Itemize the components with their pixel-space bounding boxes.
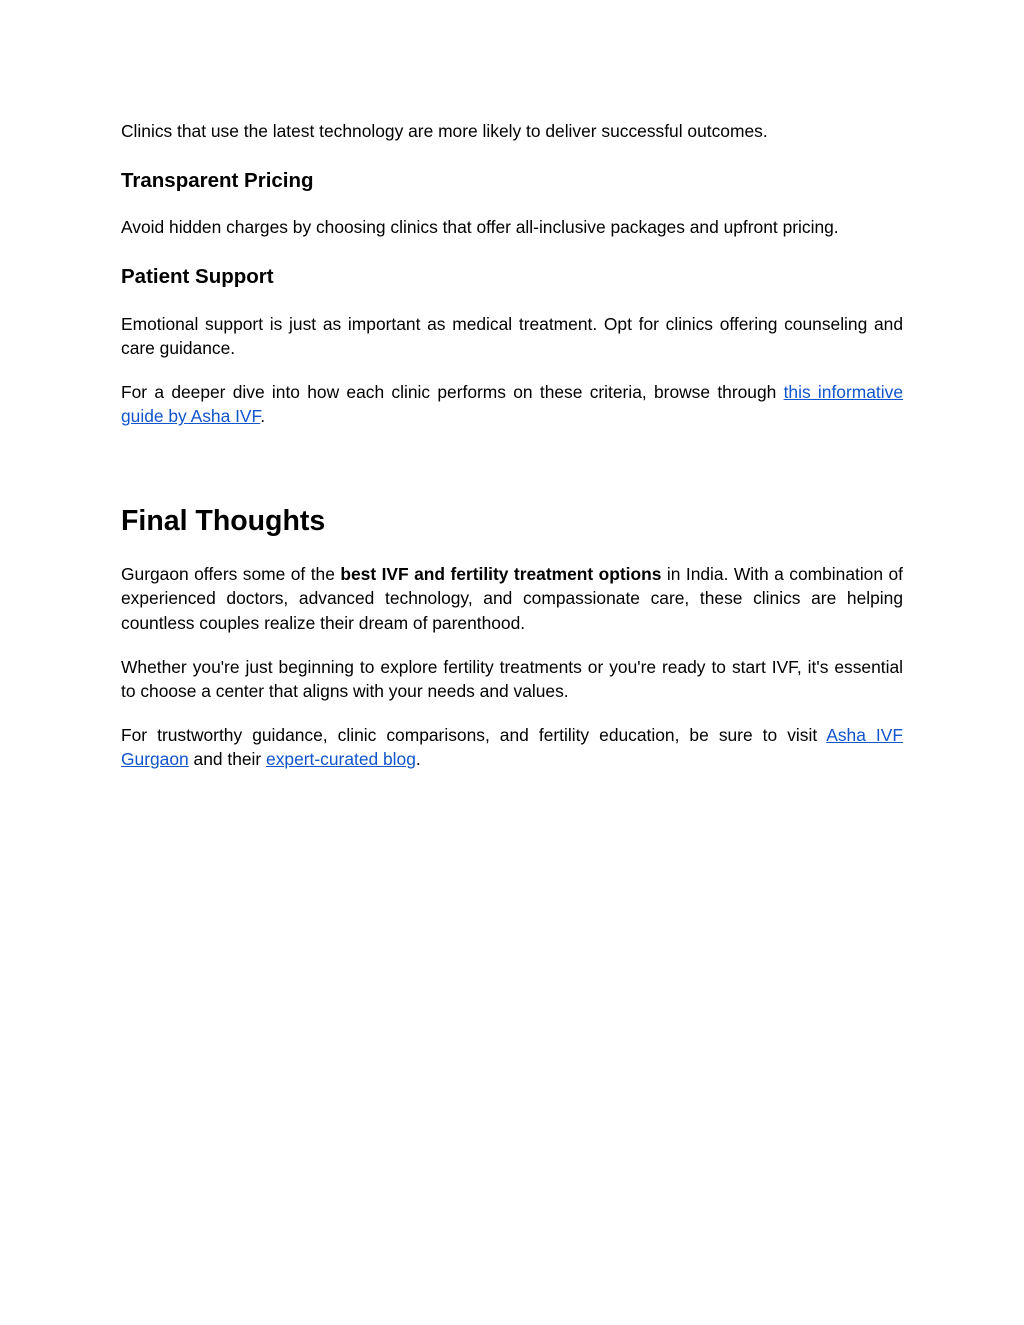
final-paragraph-2: Whether you're just beginning to explore fertility treatments or you're ready to start IVF, it's essential to choose a center that aligns with your needs and values.: [121, 657, 903, 702]
intro-paragraph: Clinics that use the latest technology are more likely to deliver successful outcomes.: [121, 121, 768, 141]
patient-support-paragraph: Emotional support is just as important as medical treatment. Opt for clinics offering counseling and care guidance.: [121, 314, 903, 359]
transparent-pricing-paragraph: Avoid hidden charges by choosing clinics that offer all-inclusive packages and upfront pricing.: [121, 217, 839, 237]
final-p3-period: .: [415, 749, 421, 770]
final-p1-text-start: Gurgaon offers some of the: [121, 564, 341, 584]
asha-ivf-gurgaon-link[interactable]: Asha IVF Gurgaon: [121, 725, 903, 770]
final-paragraph-1: [121, 562, 903, 635]
deeper-dive-paragraph: [121, 380, 903, 429]
final-p1-bold-text: best IVF and fertility treatment options: [340, 564, 662, 584]
deeper-dive-period: .: [260, 406, 266, 427]
final-p3-text-middle: and their: [188, 749, 267, 770]
deeper-dive-text: For a deeper dive into how each clinic performs on these criteria, browse through: [121, 382, 784, 402]
final-paragraph-3: [121, 723, 903, 772]
final-p1-text-end: in India. With a combination of experienced doctors, advanced technology, and compassionate care, these clinics are helping countless couples realize their dream of parenthood.: [121, 564, 903, 633]
final-p3-text-start: For trustworthy guidance, clinic comparisons, and fertility education, be sure to visit: [121, 725, 827, 745]
final-thoughts-heading: Final Thoughts: [121, 505, 326, 537]
patient-support-heading: Patient Support: [121, 265, 274, 288]
expert-curated-blog-link[interactable]: expert-curated blog: [266, 749, 416, 770]
transparent-pricing-heading: Transparent Pricing: [121, 169, 314, 192]
asha-ivf-guide-link[interactable]: this informative guide by Asha IVF: [121, 382, 903, 427]
